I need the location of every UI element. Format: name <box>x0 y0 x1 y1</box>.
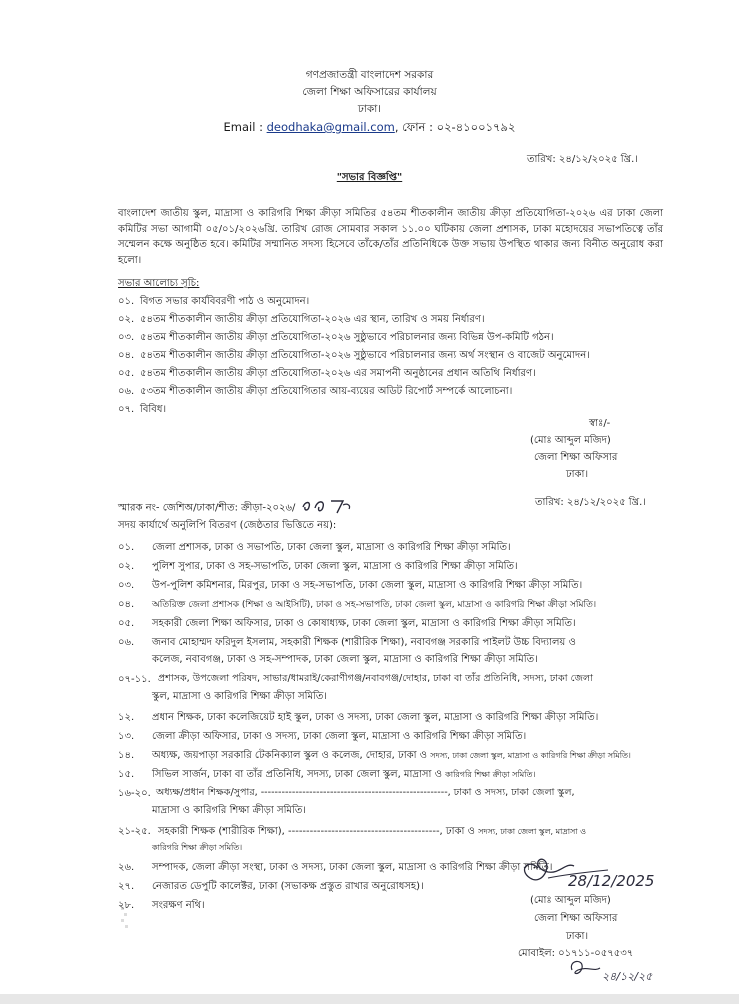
mobile-number: মোবাইল: ০১৭১১-০৫৭৫৩৭ <box>518 948 634 959</box>
agenda-item: ৫৪তম শীতকালীন জাতীয় ক্রীড়া প্রতিযোগিতা-২০২৬ এর স্থান, তারিখ ও সময় নির্ধারণ। <box>140 314 485 325</box>
distribution-item: পুলিশ সুপার, ঢাকা ও সহ-সভাপতি, ঢাকা জেলা স্কুল, মাদ্রাসা ও কারিগরি শিক্ষা ক্রীড়া সমিতি। <box>152 561 518 572</box>
distribution-num: ২১-২৫. <box>118 826 151 837</box>
agenda-num: ০৭. <box>118 404 135 415</box>
agenda-num: ০৪. <box>118 350 135 361</box>
agenda-heading: সভার আলোচ্য সূচি: <box>118 278 200 289</box>
distribution-item-cont: মাদ্রাসা ও কারিগরি শিক্ষা ক্রীড়া সমিতি। <box>152 805 306 816</box>
handwritten-memo-no <box>299 495 355 520</box>
header-government: গণপ্রজাতন্ত্রী বাংলাদেশ সরকার <box>305 69 434 81</box>
distribution-item-main: সহকারী শিক্ষক (শারীরিক শিক্ষা), ------------------------------------------, ঢাকা ও <box>158 826 475 837</box>
agenda-item: ৫৪তম শীতকালীন জাতীয় ক্রীড়া প্রতিযোগিতা-২০২৬ সুষ্ঠুভাবে পরিচালনার জন্য অর্থ সংস্থান ও বাজেট অনুমোদন। <box>140 350 590 361</box>
agenda-item: বিবিধ। <box>140 404 167 415</box>
header-contact <box>0 119 739 138</box>
distribution-num: ০১. <box>118 542 135 553</box>
agenda-item: ৫৩তম শীতকালীন জাতীয় ক্রীড়া প্রতিযোগিতার আয়-ব্যয়ের অডিট রিপোর্ট সম্পর্কে আলোচনা। <box>140 386 513 397</box>
smudge-shape <box>118 905 132 933</box>
email-label: Email : <box>223 120 267 134</box>
distribution-heading: সদয় কার্যার্থে অনুলিপি বিতরণ (জেষ্ঠতার ভিত্তিতে নয়): <box>118 520 337 531</box>
distribution-item-cont: স্কুল, মাদ্রাসা ও কারিগরি শিক্ষা ক্রীড়া সমিতি। <box>152 691 327 702</box>
handwritten-date: 28/12/2025 <box>568 872 655 890</box>
email-link[interactable]: deodhaka@gmail.com <box>266 120 395 134</box>
distribution-num: ১৬-২০. <box>118 788 151 799</box>
distribution-num: ০৩. <box>118 580 135 591</box>
memo-label: স্মারক নং- জেশিঅ/ঢাকা/শীত: ক্রীড়া-২০২৬/ <box>118 502 296 514</box>
paper-smudge <box>118 905 132 933</box>
distribution-num: ১২. <box>118 712 135 723</box>
agenda-num: ০২. <box>118 314 135 325</box>
distribution-item: অধ্যক্ষ/প্রধান শিক্ষক/সুপার, ------------------------------------------------------, ঢাকা ও সদস্য, ঢাকা জেলা স্কুল, <box>156 787 575 798</box>
handwritten-signature <box>508 848 688 898</box>
distribution-num: ১৩. <box>118 731 135 742</box>
signatory-designation: জেলা শিক্ষা অফিসার <box>534 452 618 463</box>
distribution-num: ১৪. <box>118 750 135 761</box>
distribution-item: সহকারী জেলা শিক্ষা অফিসার, ঢাকা ও কোষাধ্যক্ষ, ঢাকা জেলা স্কুল, মাদ্রাসা ও কারিগরি শিক্ষা ক্রীড়া সমিতি। <box>152 618 576 629</box>
body-paragraph: বাংলাদেশ জাতীয় স্কুল, মাদ্রাসা ও কারিগরি শিক্ষা ক্রীড়া সমিতির ৫৪তম শীতকালীন জাতীয় ক্রীড়া প্রতিযোগিতা-২০২৬ এর ঢাকা জেলা কমিটির সভা আগামী ০৫/০১/২০২৬খ্রি. তারিখ রোজ সোমবার সকাল ১১.০০ ঘটিকায় জেলা প্রশাসক, ঢাকা মহোদয়ের সভাপতিত্বে তাঁর সম্মেলন কক্ষে অনুষ্ঠিত হবে। কমিটির সম্মানিত সদস্য হিসেবে তাঁকে/তাঁর প্রতিনিধিকে উক্ত সভায় উপস্থিত থাকার জন্য বিনীত অনুরোধ করা হলো। <box>118 208 663 266</box>
distribution-item: জনাব মোহাম্মদ ফরিদুল ইসলাম, সহকারী শিক্ষক (শারীরিক শিক্ষা), নবাবগঞ্জ সরকারি পাইলট উচ্চ বিদ্যালয় ও <box>152 637 576 648</box>
distribution-item: জেলা ক্রীড়া অফিসার, ঢাকা ও সদস্য, ঢাকা জেলা স্কুল, মাদ্রাসা ও কারিগরি শিক্ষা ক্রীড়া সমিতি। <box>152 731 527 742</box>
distribution-item: সম্পাদক, জেলা ক্রীড়া সংস্থা, ঢাকা ও সদস্য, ঢাকা জেলা স্কুল, মাদ্রাসা ও কারিগরি শিক্ষা ক্রীড়া সমিতি। <box>152 862 553 873</box>
distribution-item: উপ-পুলিশ কমিশনার, মিরপুর, ঢাকা ও সহ-সভাপতি, ঢাকা জেলা স্কুল, মাদ্রাসা ও কারিগরি শিক্ষা ক্রীড়া সমিতি। <box>152 580 583 591</box>
date-top: তারিখ: ২৪/১২/২০২৫ খ্রি.। <box>527 154 638 165</box>
distribution-num: ০৭-১১. <box>118 674 151 685</box>
distribution-item <box>158 824 586 841</box>
distribution-item: প্রধান শিক্ষক, ঢাকা কলেজিয়েট হাই স্কুল, ঢাকা ও সদস্য, ঢাকা জেলা স্কুল, মাদ্রাসা ও কারিগরি শিক্ষা ক্রীড়া সমিতি। <box>152 712 599 723</box>
agenda-item: ৫৪তম শীতকালীন জাতীয় ক্রীড়া প্রতিযোগিতা-২০২৬ এর সমাপনী অনুষ্ঠানের প্রধান অতিথি নির্ধারণ। <box>140 368 536 379</box>
memo-date: তারিখ: ২৪/১২/২০২৫ খ্রি.। <box>535 497 646 508</box>
phone-text: , ফোন : ০২-৪১০০১৭৯২ <box>394 120 516 134</box>
distribution-num: ০৫. <box>118 618 135 629</box>
signature-sd: স্বাঃ/- <box>589 418 611 429</box>
agenda-num: ০১. <box>118 296 135 307</box>
distribution-num: ০২. <box>118 561 135 572</box>
distribution-item: সংরক্ষণ নথি। <box>152 900 205 911</box>
signatory-place-2: ঢাকা। <box>566 931 589 942</box>
memo-number <box>118 495 355 520</box>
distribution-item-small: সদস্য, ঢাকা জেলা স্কুল, মাদ্রাসা ও <box>478 827 587 836</box>
page-bottom-edge <box>0 994 739 1004</box>
distribution-item-cont: কারিগরি শিক্ষা ক্রীড়া সমিতি। <box>152 843 243 852</box>
distribution-num: ২৮. <box>118 900 135 911</box>
header-office: জেলা শিক্ষা অফিসারের কার্যালয় <box>302 86 437 98</box>
distribution-item: অতিরিক্ত জেলা প্রশাসক (শিক্ষা ও আইসিটি), ঢাকা ও সহ-সভাপতি, ঢাকা জেলা স্কুল, মাদ্রাসা ও কারিগরি শিক্ষা ক্রীড়া সমিতি। <box>152 600 597 610</box>
distribution-num: ২৬. <box>118 862 135 873</box>
signatory-designation-2: জেলা শিক্ষা অফিসার <box>534 913 618 924</box>
distribution-item <box>152 748 631 765</box>
handwritten-initials <box>566 956 676 986</box>
agenda-num: ০৩. <box>118 332 135 343</box>
distribution-item <box>152 767 535 784</box>
signatory-name-2: (মোঃ আব্দুল মজিদ) <box>530 895 611 906</box>
agenda-num: ০৫. <box>118 368 135 379</box>
distribution-item: জেলা প্রশাসক, ঢাকা ও সভাপতি, ঢাকা জেলা স্কুল, মাদ্রাসা ও কারিগরি শিক্ষা ক্রীড়া সমিতি। <box>152 542 511 553</box>
distribution-num: ২৭. <box>118 881 135 892</box>
agenda-item: ৫৪তম শীতকালীন জাতীয় ক্রীড়া প্রতিযোগিতা-২০২৬ সুষ্ঠুভাবে পরিচালনার জন্য বিভিন্ন উপ-কমিটি গঠন। <box>140 332 554 343</box>
distribution-item-cont: কলেজ, নবাবগঞ্জ, ঢাকা ও সহ-সম্পাদক, ঢাকা জেলা স্কুল, মাদ্রাসা ও কারিগরি শিক্ষা ক্রীড়া সমিতি। <box>152 654 538 665</box>
distribution-item: প্রশাসক, উপজেলা পরিষদ, সাভার/ধামরাই/কেরাণীগঞ্জ/নবাবগঞ্জ/দোহার, ঢাকা বা তাঁর প্রতিনিধি, সদস্য, ঢাকা জেলা <box>158 673 593 684</box>
distribution-item-small: সদস্য, ঢাকা জেলা স্কুল, মাদ্রাসা ও কারিগরি শিক্ষা ক্রীড়া সমিতি। <box>430 751 631 760</box>
signatory-place: ঢাকা। <box>566 469 589 480</box>
distribution-item-main: অধ্যক্ষ, জয়পাড়া সরকারি টেকনিক্যাল স্কুল ও কলেজ, দোহার, ঢাকা ও <box>152 750 428 761</box>
distribution-num: ০৬. <box>118 637 135 648</box>
signatory-name: (মোঃ আব্দুল মজিদ) <box>530 435 611 446</box>
distribution-item-small: কারিগরি শিক্ষা ক্রীড়া সমিতি। <box>445 770 536 779</box>
distribution-item-main: সিভিল সার্জন, ঢাকা বা তাঁর প্রতিনিধি, সদস্য, ঢাকা জেলা স্কুল, মাদ্রাসা ও <box>152 769 442 780</box>
handwritten-date-2: ২৪/১২/২৫ <box>602 970 653 983</box>
agenda-num: ০৬. <box>118 386 135 397</box>
agenda-item: বিগত সভার কার্যবিবরণী পাঠ ও অনুমোদন। <box>140 296 310 307</box>
distribution-num: ০৪. <box>118 599 135 610</box>
notice-title: "সভার বিজ্ঞপ্তি" <box>336 172 403 183</box>
handwritten-number-drawing <box>299 495 355 517</box>
header-city: ঢাকা। <box>357 103 382 115</box>
distribution-num: ১৫. <box>118 769 135 780</box>
distribution-item: নেজারত ডেপুটি কালেক্টর, ঢাকা (সভাকক্ষ প্রস্তুত রাখার অনুরোধসহ)। <box>152 881 424 892</box>
